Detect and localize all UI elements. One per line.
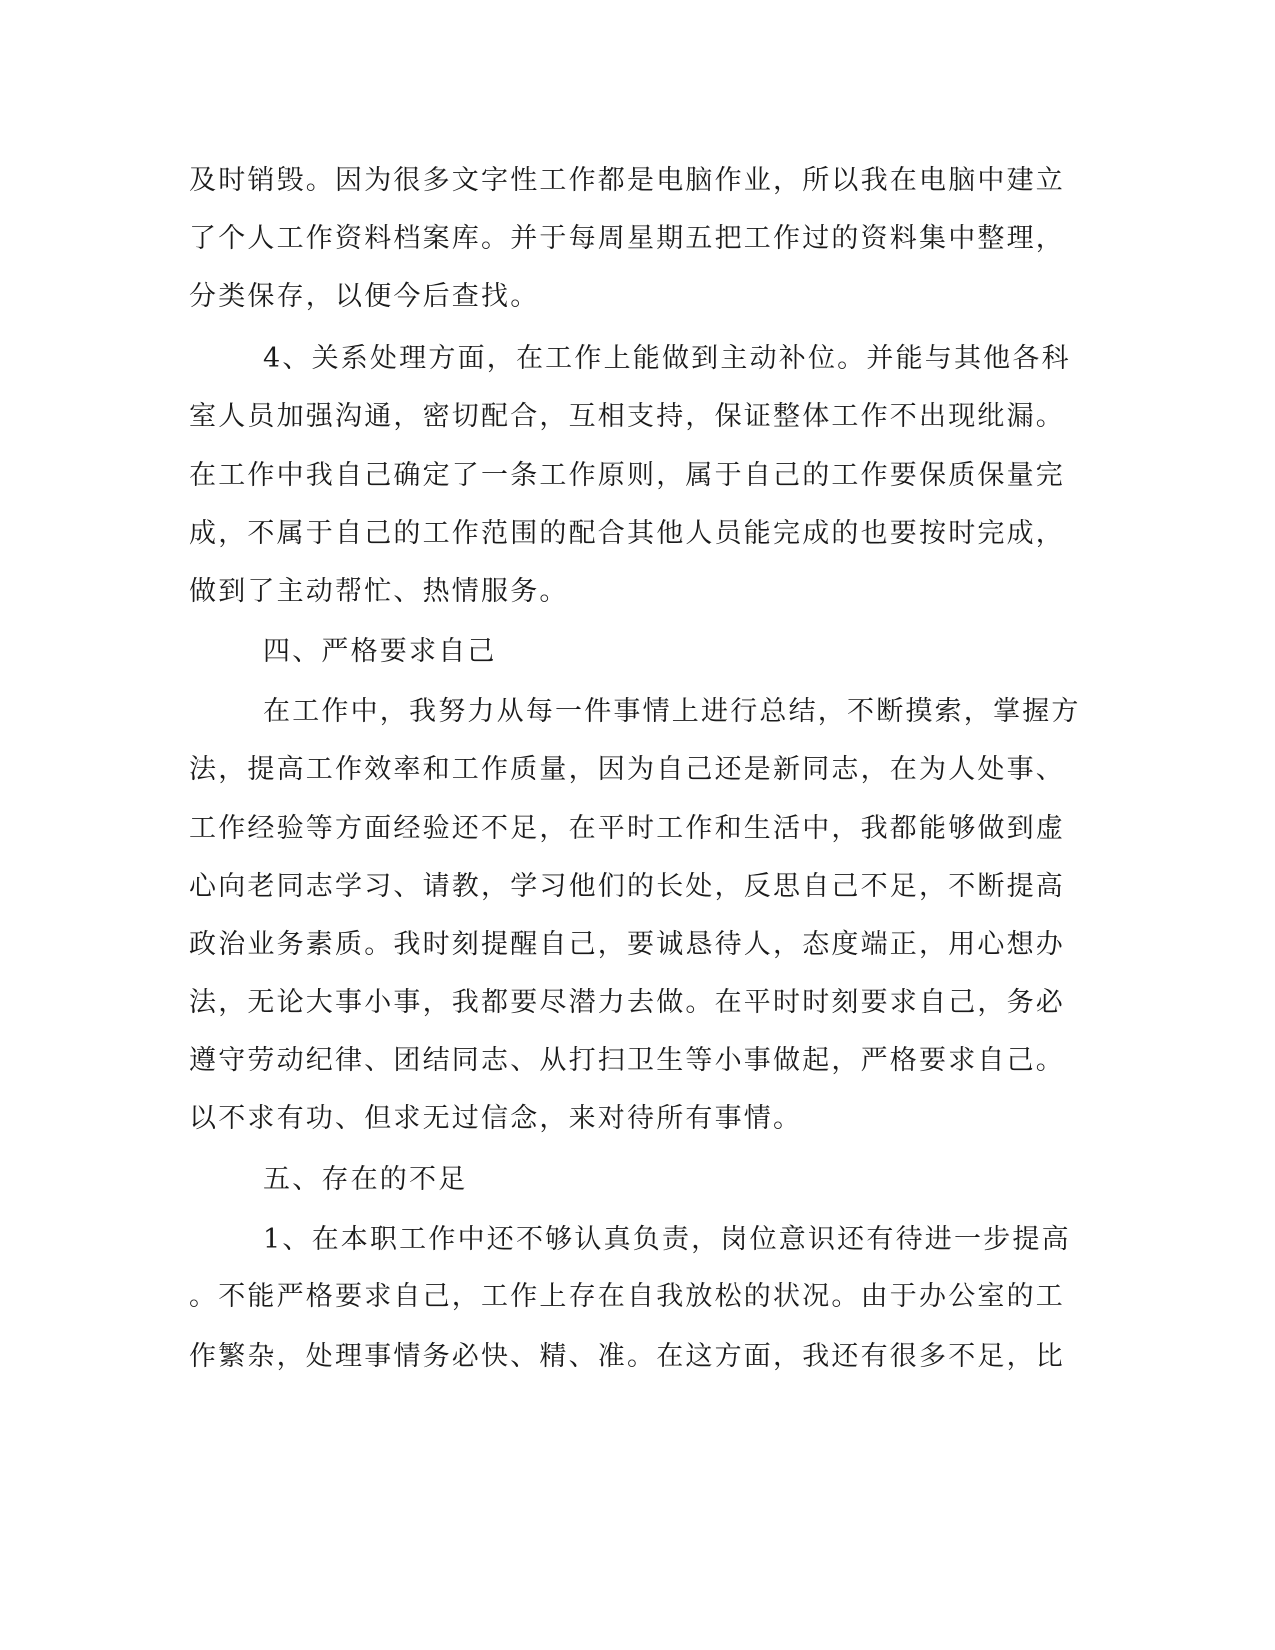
section-heading: 四、严格要求自己 xyxy=(263,636,497,667)
text-line: 做到了主动帮忙、热情服务。 xyxy=(189,576,569,607)
text-line: 作繁杂，处理事情务必快、精、准。在这方面，我还有很多不足，比 xyxy=(189,1341,1065,1372)
text-line: 工作经验等方面经验还不足，在平时工作和生活中，我都能够做到虚 xyxy=(189,813,1065,844)
text-line: 分类保存，以便今后查找。 xyxy=(189,281,540,312)
section-heading: 五、存在的不足 xyxy=(263,1164,468,1195)
text-line: 法，提高工作效率和工作质量，因为自己还是新同志，在为人处事、 xyxy=(189,754,1065,785)
text-line: 法，无论大事小事，我都要尽潜力去做。在平时时刻要求自己，务必 xyxy=(189,987,1065,1018)
text-line: 遵守劳动纪律、团结同志、从打扫卫生等小事做起，严格要求自己。 xyxy=(189,1045,1065,1076)
paragraph-start-line: 1、在本职工作中还不够认真负责，岗位意识还有待进一步提高 xyxy=(263,1224,1071,1255)
text-line: 心向老同志学习、请教，学习他们的长处，反思自己不足，不断提高 xyxy=(189,871,1065,902)
paragraph-start-line: 4、关系处理方面，在工作上能做到主动补位。并能与其他各科 xyxy=(263,343,1071,374)
text-line: 政治业务素质。我时刻提醒自己，要诚恳待人，态度端正，用心想办 xyxy=(189,929,1065,960)
text-line: 在工作中我自己确定了一条工作原则，属于自己的工作要保质保量完 xyxy=(189,460,1065,491)
text-line: 成，不属于自己的工作范围的配合其他人员能完成的也要按时完成， xyxy=(189,518,1065,549)
text-line: 。不能严格要求自己，工作上存在自我放松的状况。由于办公室的工 xyxy=(189,1281,1065,1312)
text-line: 室人员加强沟通，密切配合，互相支持，保证整体工作不出现纰漏。 xyxy=(189,401,1065,432)
text-line: 了个人工作资料档案库。并于每周星期五把工作过的资料集中整理， xyxy=(189,223,1065,254)
text-line: 以不求有功、但求无过信念，来对待所有事情。 xyxy=(189,1103,803,1134)
paragraph-start-line: 在工作中，我努力从每一件事情上进行总结，不断摸索，掌握方 xyxy=(263,696,1081,727)
text-line: 及时销毁。因为很多文字性工作都是电脑作业，所以我在电脑中建立 xyxy=(189,165,1065,196)
